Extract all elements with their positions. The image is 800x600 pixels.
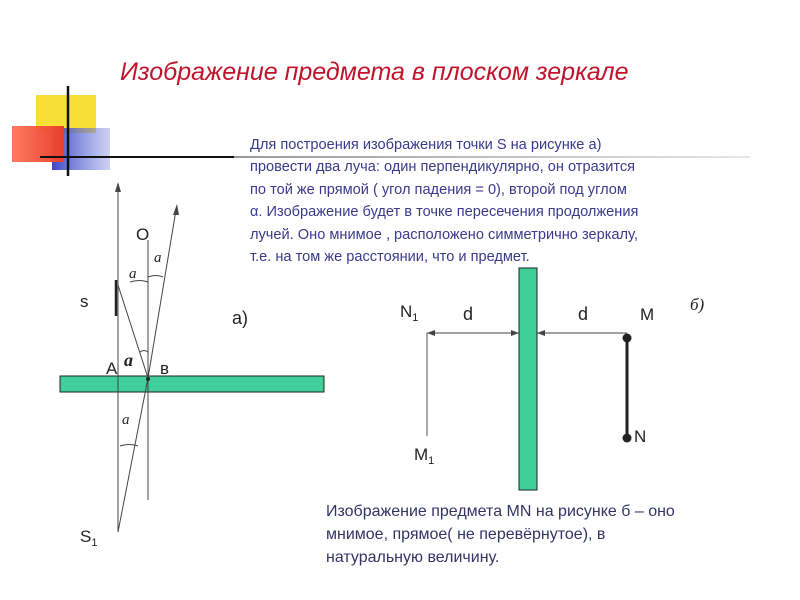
point-m (623, 334, 632, 343)
label-m: M (640, 305, 655, 324)
mirror-b (519, 268, 537, 490)
label-b-point: в (160, 359, 170, 378)
label-d-right: d (578, 304, 589, 324)
label-n1: $N_1$ (400, 302, 419, 324)
caption-line: Изображение предмета MN на рисунке б – оно (326, 503, 675, 520)
arrow-left-end (511, 330, 519, 336)
label-s: s (80, 292, 89, 311)
caption-line: мнимое, прямое( не перевёрнутое), в (326, 526, 606, 543)
label-n: N (634, 427, 647, 446)
explanation-line: Для построения изображения точки S на рисунке а) (250, 137, 602, 153)
point-n (623, 434, 632, 443)
label-o: O (136, 225, 150, 244)
explanation-line: лучей. Оно мнимое , расположено симметрично зеркалу, (250, 226, 638, 243)
label-angle-bottom: a (122, 412, 130, 428)
panel-label-a: а) (232, 308, 249, 328)
explanation-line: т.е. на том же расстоянии, что и предмет. (250, 249, 530, 266)
caption-text (326, 500, 786, 569)
panel-label-b: б) (690, 295, 705, 314)
label-m1: $M_1$ (414, 445, 435, 467)
explanation-line: α. Изображение будет в точке пересечения продолжения (250, 204, 639, 221)
label-angle-mid: a (124, 350, 133, 370)
label-angle-top-right: a (154, 250, 162, 266)
explanation-line: по той же прямой ( угол падения = 0), второй под углом (250, 181, 627, 198)
arrow-right (537, 330, 545, 336)
label-angle-top-left: a (129, 266, 137, 282)
arrow-left (427, 330, 435, 336)
label-d-left: d (463, 304, 474, 324)
caption-line: натуральную величину. (326, 549, 500, 566)
label-a-point: A (106, 359, 118, 378)
label-s1: $S_1$ (80, 527, 98, 549)
explanation-line: провести два луча: один перпендикулярно, он отразится (250, 159, 636, 176)
page-title: Изображение предмета в плоском зеркале (120, 58, 629, 86)
